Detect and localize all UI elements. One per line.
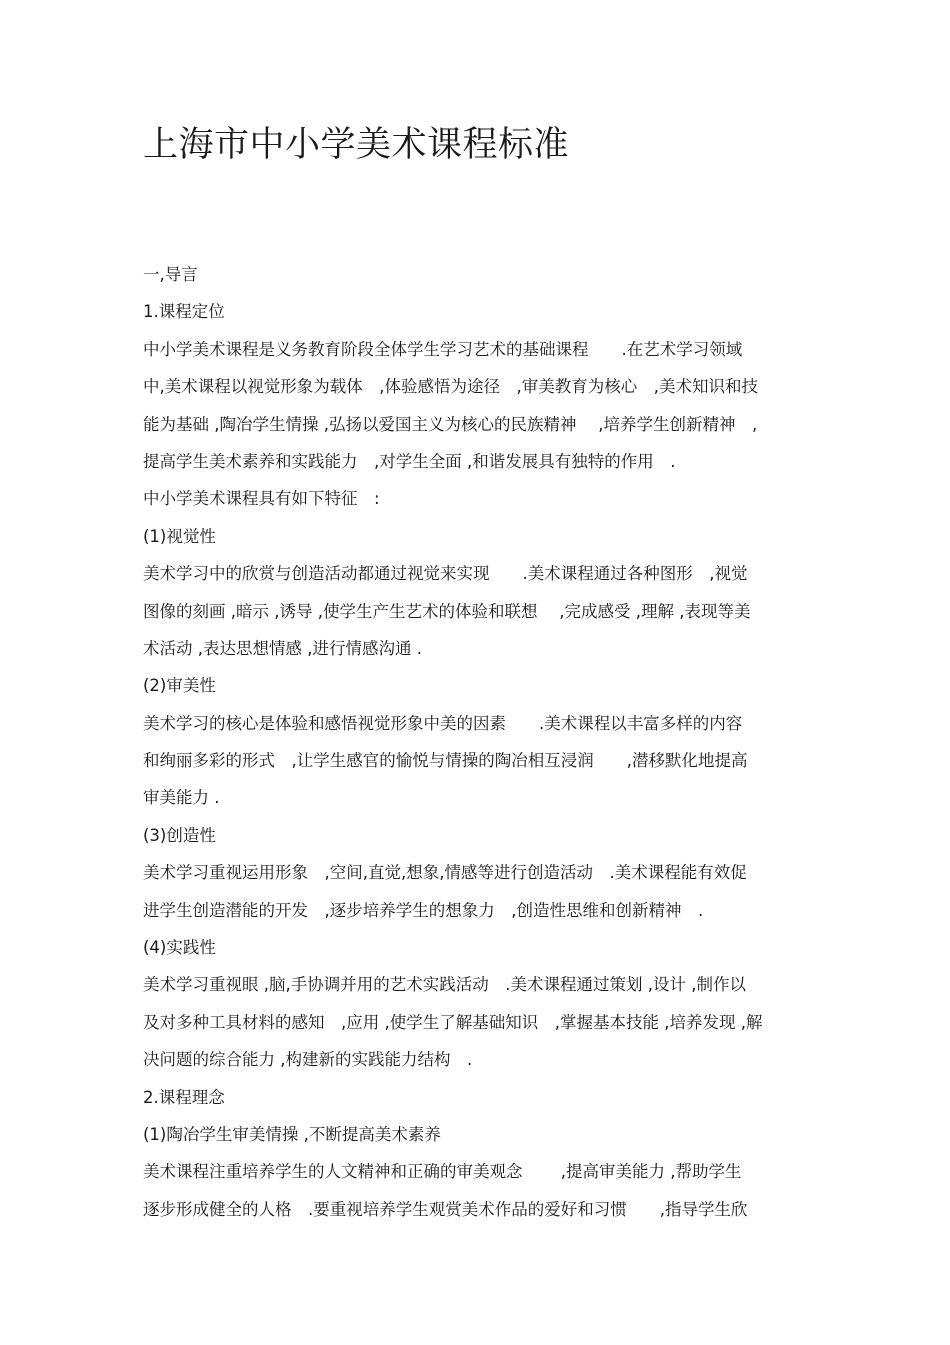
subsection-heading: 1.课程定位: [143, 302, 225, 322]
paragraph-line: 审美能力 .: [143, 788, 220, 808]
paragraph-line: 中小学美术课程是义务教育阶段全体学生学习艺术的基础课程 .在艺术学习领域: [143, 339, 743, 359]
paragraph-line: 术活动 ,表达思想情感 ,进行情感沟通 .: [143, 638, 422, 658]
item-heading: (3)创造性: [143, 825, 216, 845]
item-heading: (4)实践性: [143, 938, 216, 958]
paragraph-line: 及对多种工具材料的感知 ,应用 ,使学生了解基础知识 ,掌握基本技能 ,培养发现 ,解: [143, 1012, 763, 1032]
document-body: [143, 256, 813, 1228]
paragraph-line: 美术学习重视运用形象 ,空间,直觉,想象,情感等进行创造活动 .美术课程能有效促: [143, 863, 747, 883]
subsection-heading: 2.课程理念: [143, 1087, 225, 1107]
paragraph-line: 决问题的综合能力 ,构建新的实践能力结构 .: [143, 1050, 473, 1070]
paragraph-line: 美术学习的核心是体验和感悟视觉形象中美的因素 .美术课程以丰富多样的内容: [143, 713, 743, 733]
paragraph-line: 中,美术课程以视觉形象为载体 ,体验感悟为途径 ,审美教育为核心 ,美术知识和技: [143, 377, 758, 397]
item-heading: (2)审美性: [143, 676, 216, 696]
paragraph-line: 逐步形成健全的人格 .要重视培养学生观赏美术作品的爱好和习惯 ,指导学生欣: [143, 1199, 748, 1219]
paragraph-line: 美术学习中的欣赏与创造活动都通过视觉来实现 .美术课程通过各种图形 ,视觉: [143, 564, 748, 584]
document-title: 上海市中小学美术课程标准: [143, 125, 570, 165]
paragraph-line: 美术课程注重培养学生的人文精神和正确的审美观念 ,提高审美能力 ,帮助学生: [143, 1162, 742, 1182]
section-heading: 一,导言: [143, 265, 198, 284]
paragraph-line: 美术学习重视眼 ,脑,手协调并用的艺术实践活动 .美术课程通过策划 ,设计 ,制作以: [143, 975, 746, 995]
paragraph-line: 进学生创造潜能的开发 ,逐步培养学生的想象力 ,创造性思维和创新精神 .: [143, 900, 704, 920]
paragraph-line: 中小学美术课程具有如下特征 :: [143, 489, 380, 509]
item-heading: (1)陶冶学生审美情操 ,不断提高美术素养: [143, 1124, 441, 1144]
item-heading: (1)视觉性: [143, 526, 216, 546]
paragraph-line: 提高学生美术素养和实践能力 ,对学生全面 ,和谐发展具有独特的作用 .: [143, 451, 676, 471]
paragraph-line: 和绚丽多彩的形式 ,让学生感官的愉悦与情操的陶冶相互浸润 ,潜移默化地提高: [143, 751, 748, 771]
paragraph-line: 图像的刻画 ,暗示 ,诱导 ,使学生产生艺术的体验和联想 ,完成感受 ,理解 ,表现等美: [143, 601, 751, 621]
paragraph-line: 能为基础 ,陶冶学生情操 ,弘扬以爱国主义为核心的民族精神 ,培养学生创新精神 ,: [143, 414, 758, 434]
